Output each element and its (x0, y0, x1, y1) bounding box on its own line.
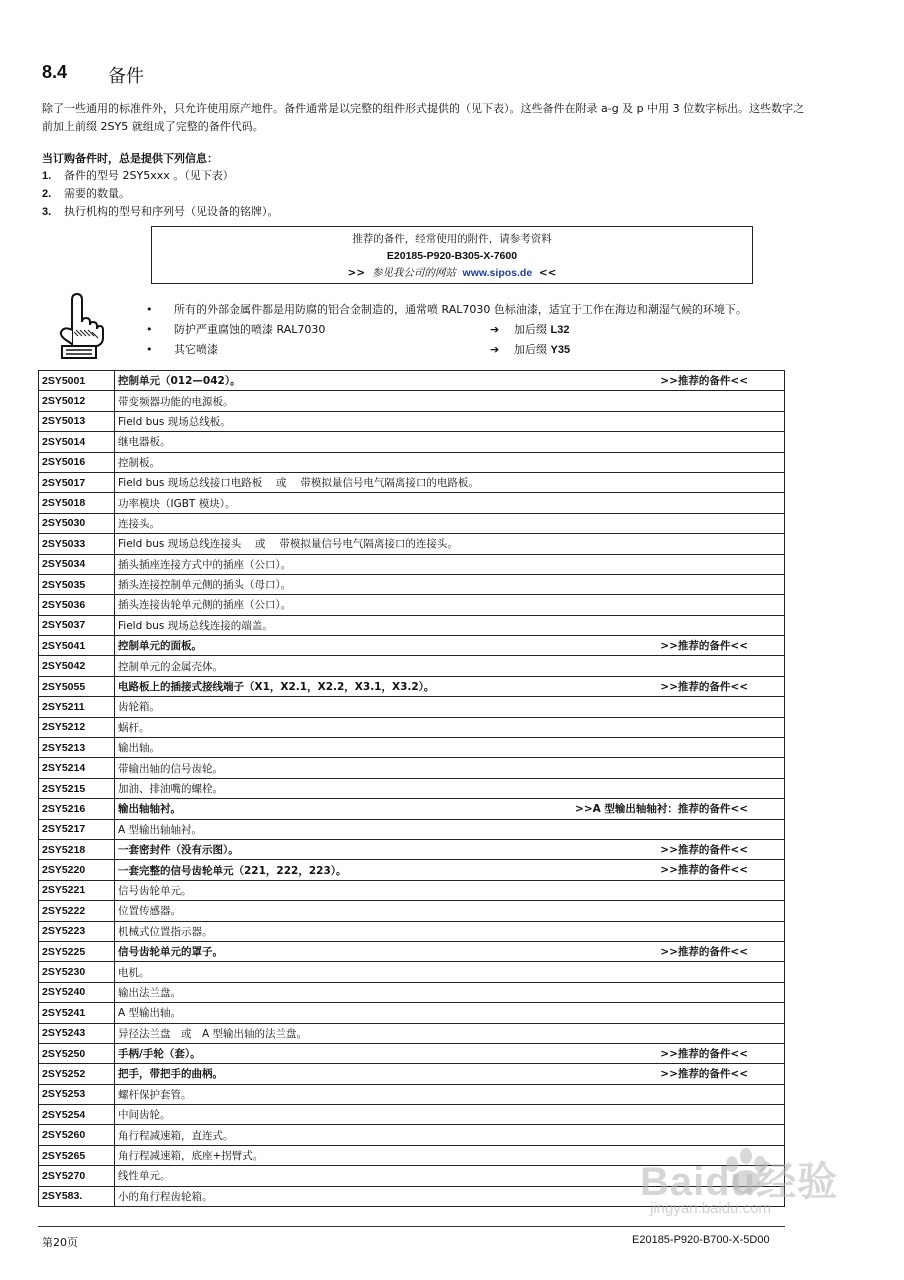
table-row (39, 819, 785, 839)
part-description-cell (115, 880, 785, 900)
table-row (39, 1023, 785, 1043)
part-description: 信号齿轮单元。 (118, 884, 192, 897)
part-description: 继电器板。 (118, 436, 171, 449)
part-description: 蜗杆。 (118, 721, 150, 734)
part-description-cell (115, 799, 785, 819)
part-code: 2SY5254 (39, 1105, 115, 1125)
part-code: 2SY5037 (39, 615, 115, 635)
part-description-cell (115, 676, 785, 696)
part-description: 插头连接齿轮单元侧的插座（公口）。 (118, 599, 292, 612)
table-row (39, 717, 785, 737)
part-description: 插头连接控制单元侧的插头（母口）。 (118, 579, 292, 592)
table-row (39, 615, 785, 635)
part-code: 2SY5034 (39, 554, 115, 574)
bullet-icon: • (146, 303, 153, 316)
part-code: 2SY5223 (39, 921, 115, 941)
part-description: A 型输出轴轴衬。 (118, 823, 203, 836)
part-description-cell (115, 1064, 785, 1084)
table-row (39, 962, 785, 982)
website-link[interactable]: www.sipos.de (462, 267, 533, 279)
part-code: 2SY5221 (39, 880, 115, 900)
note-item: • 其它喷漆 ➔ 加后缀 Y35 (146, 340, 747, 360)
part-description-cell (115, 738, 785, 758)
table-row (39, 880, 785, 900)
part-code: 2SY5260 (39, 1125, 115, 1145)
part-code: 2SY5001 (39, 371, 115, 391)
table-row (39, 941, 785, 961)
part-description: 加油、排油嘴的螺栓。 (118, 783, 223, 795)
part-description: 角行程减速箱，直连式。 (118, 1129, 234, 1142)
part-description-cell (115, 697, 785, 717)
part-description: 带变频器功能的电源板。 (118, 395, 234, 408)
recommended-badge: >>推荐的备件<< (660, 375, 748, 387)
part-description: 机械式位置指示器。 (118, 925, 213, 938)
table-row (39, 472, 785, 492)
spare-parts-table-body (39, 371, 785, 1207)
table-row (39, 432, 785, 452)
part-code: 2SY5014 (39, 432, 115, 452)
table-row (39, 513, 785, 533)
part-description: 螺杆保护套管。 (118, 1088, 192, 1101)
table-row (39, 1084, 785, 1104)
document-code: E20185-P920-B700-X-5D00 (632, 1234, 770, 1246)
website-line: >> 参见我公司的网站 www.sipos.de << (347, 267, 557, 279)
part-code: 2SY5216 (39, 799, 115, 819)
part-code: 2SY5218 (39, 839, 115, 859)
recommended-badge: >>推荐的备件<< (660, 640, 748, 653)
table-row (39, 391, 785, 411)
part-code: 2SY5017 (39, 472, 115, 492)
part-description: 输出轴。 (118, 742, 160, 755)
recommended-badge: >>推荐的备件<< (660, 1068, 748, 1081)
reference-box (151, 226, 753, 284)
note-item: • 防护严重腐蚀的喷漆 RAL7030 ➔ 加后缀 L32 (146, 320, 747, 340)
part-code: 2SY5240 (39, 982, 115, 1002)
part-description: 控制单元（012—042）。 (118, 375, 241, 388)
table-row (39, 411, 785, 431)
part-description-cell (115, 391, 785, 411)
part-description-cell (115, 819, 785, 839)
part-description: Field bus 现场总线连接的端盖。 (118, 619, 273, 632)
part-code: 2SY5217 (39, 819, 115, 839)
bullet-icon: • (146, 323, 153, 336)
spare-parts-table (38, 370, 785, 1207)
part-description: 位置传感器。 (118, 905, 181, 918)
order-info-list (42, 167, 279, 221)
part-code: 2SY5252 (39, 1064, 115, 1084)
part-description: 一套完整的信号齿轮单元（221，222，223）。 (118, 864, 347, 877)
bullet-icon: • (146, 343, 153, 356)
part-code: 2SY583. (39, 1186, 115, 1206)
part-description-cell (115, 493, 785, 513)
part-description: 一套密封件（没有示图）。 (118, 844, 239, 857)
watermark-text: Baidu经验 (640, 1160, 839, 1204)
part-code: 2SY5214 (39, 758, 115, 778)
part-description: 带输出轴的信号齿轮。 (118, 762, 223, 775)
watermark-url: jingyan.baidu.com (650, 1200, 771, 1217)
recommended-badge: >>推荐的备件<< (660, 843, 748, 856)
table-row (39, 921, 785, 941)
part-description: 控制板。 (118, 456, 160, 469)
part-description: Field bus 现场总线板。 (118, 415, 231, 428)
part-code: 2SY5012 (39, 391, 115, 411)
part-description: 异径法兰盘 或 A 型输出轴的法兰盘。 (118, 1027, 308, 1040)
part-description-cell (115, 962, 785, 982)
part-description-cell (115, 513, 785, 533)
part-description: 输出法兰盘。 (118, 986, 181, 999)
part-description-cell (115, 534, 785, 554)
part-description-cell (115, 1003, 785, 1023)
arrow-right-icon: ➔ (490, 323, 500, 336)
part-description-cell (115, 1043, 785, 1063)
table-row (39, 1043, 785, 1063)
part-description-cell (115, 574, 785, 594)
part-description: 控制单元的金属壳体。 (118, 660, 223, 673)
part-code: 2SY5035 (39, 574, 115, 594)
part-code: 2SY5253 (39, 1084, 115, 1104)
part-code: 2SY5030 (39, 513, 115, 533)
part-code: 2SY5243 (39, 1023, 115, 1043)
part-code: 2SY5036 (39, 595, 115, 615)
part-description-cell (115, 758, 785, 778)
part-description: 把手，带把手的曲柄。 (118, 1068, 223, 1081)
notes-list (146, 300, 747, 360)
part-code: 2SY5212 (39, 717, 115, 737)
part-code: 2SY5270 (39, 1166, 115, 1186)
part-description: Field bus 现场总线连接头 或 带模拟量信号电气隔离接口的连接头。 (118, 538, 458, 551)
part-code: 2SY5016 (39, 452, 115, 472)
part-description: 手柄/手轮（套）。 (118, 1048, 201, 1061)
part-description-cell (115, 921, 785, 941)
table-row (39, 778, 785, 798)
part-description: 齿轮箱。 (118, 701, 160, 714)
part-code: 2SY5042 (39, 656, 115, 676)
intro-paragraph: 除了一些通用的标准件外，只允许使用原产地件。备件通常是以完整的组件形式提供的（见下表）。这些备件在附录 a-g 及 p 中用 3 位数字标出。这些数字之前加上前缀 2SY5 就组成了完整的备件代码。 (42, 102, 805, 133)
table-row (39, 982, 785, 1002)
part-description: 线性单元。 (118, 1170, 171, 1183)
part-description: 信号齿轮单元的罩子。 (118, 946, 223, 959)
part-code: 2SY5211 (39, 697, 115, 717)
part-description: 中间齿轮。 (118, 1109, 171, 1122)
order-info-item: 3. 执行机构的型号和序列号（见设备的铭牌）。 (42, 205, 279, 218)
part-description-cell (115, 1105, 785, 1125)
part-code: 2SY5220 (39, 860, 115, 880)
table-row (39, 839, 785, 859)
part-description-cell (115, 554, 785, 574)
part-description: 电机。 (118, 966, 150, 979)
part-description-cell (115, 472, 785, 492)
part-code: 2SY5213 (39, 738, 115, 758)
section-number: 8.4 (42, 62, 68, 82)
table-row (39, 574, 785, 594)
part-code: 2SY5230 (39, 962, 115, 982)
part-description-cell (115, 982, 785, 1002)
table-row (39, 697, 785, 717)
part-code: 2SY5250 (39, 1043, 115, 1063)
part-description: 小的角行程齿轮箱。 (118, 1190, 213, 1203)
table-row (39, 901, 785, 921)
recommended-badge: >>A 型输出轴轴衬：推荐的备件<< (575, 803, 748, 816)
part-description: Field bus 现场总线接口电路板 或 带模拟量信号电气隔离接口的电路板。 (118, 477, 479, 490)
part-code: 2SY5225 (39, 941, 115, 961)
footer-divider (38, 1226, 785, 1227)
table-row (39, 636, 785, 656)
table-row (39, 534, 785, 554)
part-description-cell (115, 595, 785, 615)
part-code: 2SY5222 (39, 901, 115, 921)
part-description: A 型输出轴。 (118, 1007, 182, 1020)
part-code: 2SY5033 (39, 534, 115, 554)
part-description-cell (115, 371, 785, 391)
part-code: 2SY5241 (39, 1003, 115, 1023)
part-description-cell (115, 717, 785, 737)
part-code: 2SY5018 (39, 493, 115, 513)
part-description-cell (115, 411, 785, 431)
part-description: 电路板上的插接式接线端子（X1，X2.1，X2.2，X3.1，X3.2）。 (118, 681, 435, 694)
part-description-cell (115, 901, 785, 921)
part-code: 2SY5013 (39, 411, 115, 431)
table-row (39, 738, 785, 758)
order-info-item: 1. 备件的型号 2SY5xxx 。（见下表） (42, 169, 234, 182)
arrow-right-icon: ➔ (490, 343, 500, 356)
table-row (39, 758, 785, 778)
pointing-hand-icon (52, 292, 106, 360)
part-description-cell (115, 1125, 785, 1145)
table-row (39, 799, 785, 819)
note-item: • 所有的外部金属件都是用防腐的铝合金制造的，通常喷 RAL7030 色标油漆，适宜于工作在海边和潮湿气候的环境下。 (146, 300, 747, 320)
part-description-cell (115, 615, 785, 635)
table-row (39, 493, 785, 513)
table-row (39, 595, 785, 615)
recommended-badge: >>推荐的备件<< (660, 680, 748, 693)
part-description: 输出轴轴衬。 (118, 803, 181, 816)
table-row (39, 371, 785, 391)
reference-doc-code: E20185-P920-B305-X-7600 (386, 250, 518, 262)
table-row (39, 452, 785, 472)
section-title: 备件 (108, 66, 144, 87)
table-row (39, 860, 785, 880)
part-description-cell (115, 839, 785, 859)
recommended-badge: >>推荐的备件<< (660, 864, 748, 877)
part-code: 2SY5041 (39, 636, 115, 656)
recommended-badge: >>推荐的备件<< (660, 1047, 748, 1060)
part-description: 插头插座连接方式中的插座（公口）。 (118, 558, 292, 571)
order-info-item: 2. 需要的数量。 (42, 187, 130, 200)
part-code: 2SY5265 (39, 1145, 115, 1165)
part-description-cell (115, 452, 785, 472)
order-info-title: 当订购备件时，总是提供下列信息： (42, 152, 218, 165)
table-row (39, 1105, 785, 1125)
table-row (39, 1064, 785, 1084)
part-description-cell (115, 1084, 785, 1104)
table-row (39, 676, 785, 696)
part-description: 控制单元的面板。 (118, 640, 202, 653)
part-description-cell (115, 860, 785, 880)
reference-line: 推荐的备件，经常使用的附件，请参考资料 (352, 233, 552, 245)
part-description-cell (115, 1023, 785, 1043)
page-number: 第20页 (42, 1236, 78, 1249)
part-description-cell (115, 941, 785, 961)
part-description-cell (115, 432, 785, 452)
table-row (39, 656, 785, 676)
part-description-cell (115, 778, 785, 798)
part-code: 2SY5055 (39, 676, 115, 696)
part-code: 2SY5215 (39, 778, 115, 798)
recommended-badge: >>推荐的备件<< (660, 945, 748, 958)
table-row (39, 554, 785, 574)
part-description: 连接头。 (118, 517, 160, 530)
part-description-cell (115, 636, 785, 656)
part-description: 功率模块（IGBT 模块）。 (118, 497, 236, 510)
part-description-cell (115, 656, 785, 676)
part-description: 角行程减速箱，底座+拐臂式。 (118, 1150, 264, 1163)
table-row (39, 1003, 785, 1023)
table-row (39, 1125, 785, 1145)
